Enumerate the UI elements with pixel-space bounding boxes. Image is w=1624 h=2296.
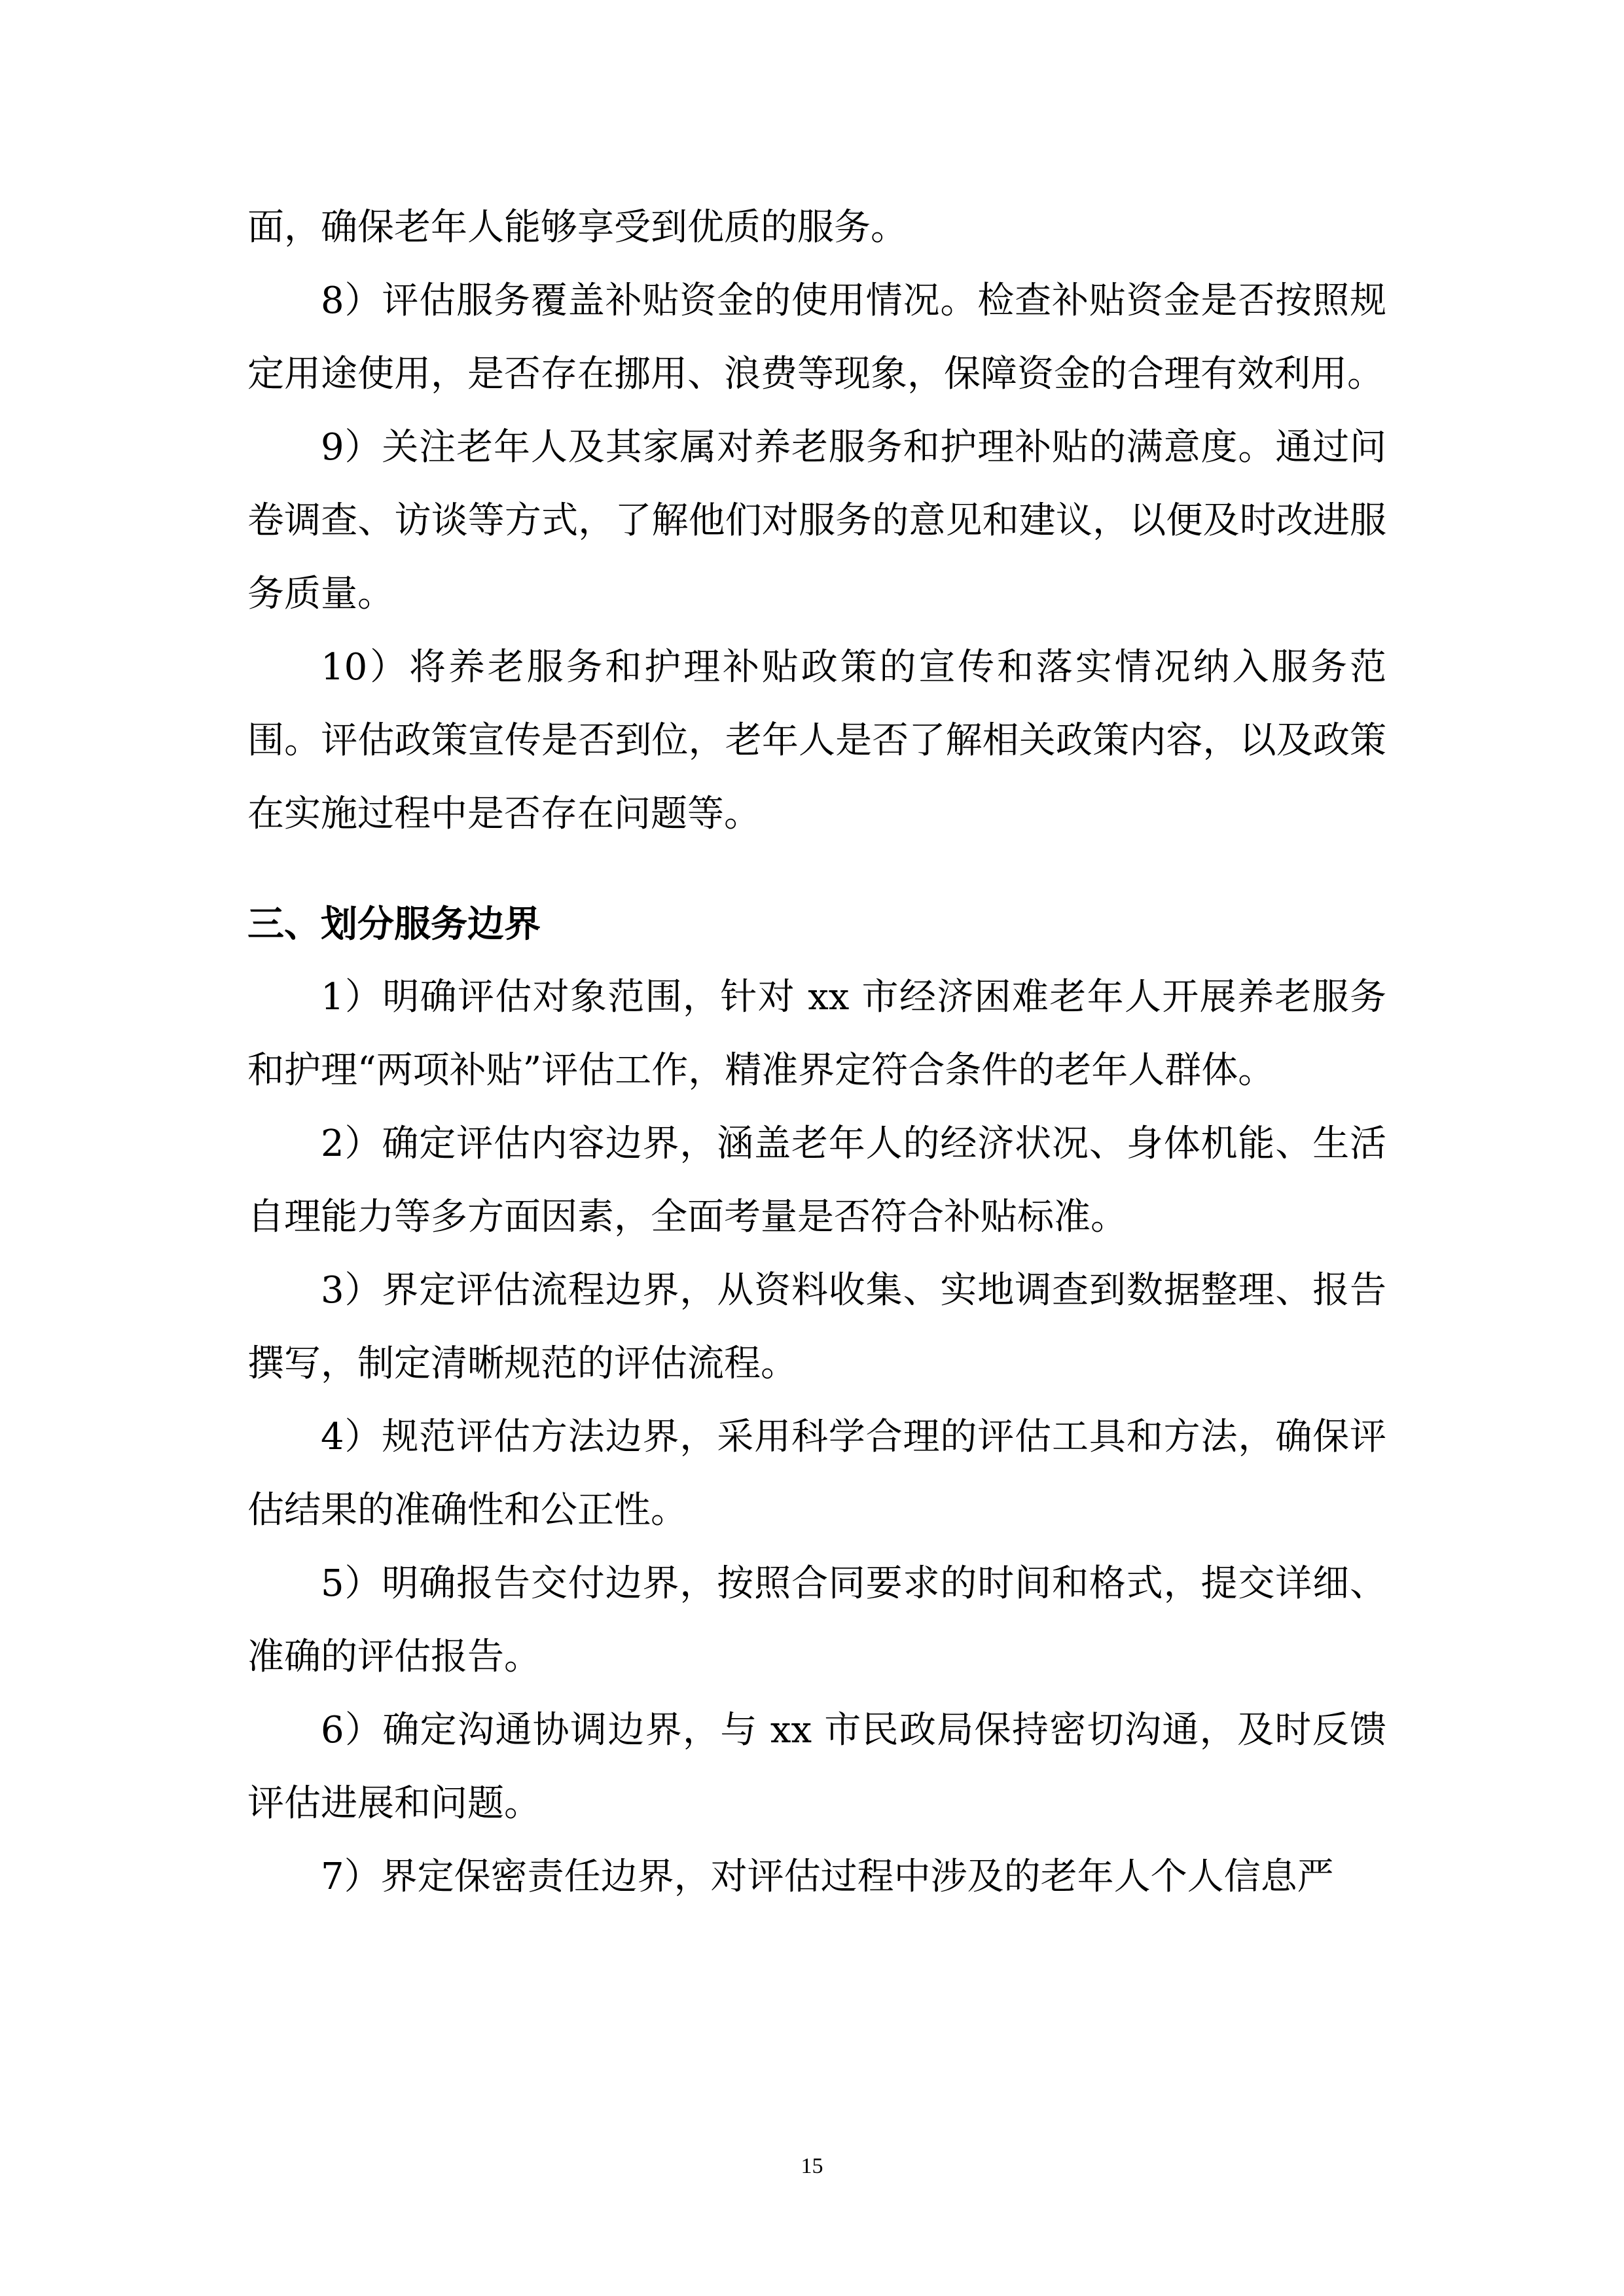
document-body (247, 191, 1386, 1914)
boundary-item-2: 2）确定评估内容边界，涵盖老年人的经济状况、身体机能、生活自理能力等多方面因素，全面考量是否符合补贴标准。 (247, 1122, 1386, 1238)
page-number: 15 (801, 2154, 823, 2178)
boundary-item-4: 4）规范评估方法边界，采用科学合理的评估工具和方法，确保评估结果的准确性和公正性。 (247, 1416, 1386, 1532)
boundary-item-3: 3）界定评估流程边界，从资料收集、实地调查到数据整理、报告撰写，制定清晰规范的评估流程。 (247, 1269, 1386, 1385)
paragraph-item-9: 9）关注老年人及其家属对养老服务和护理补贴的满意度。通过问卷调查、访谈等方式，了解他们对服务的意见和建议，以便及时改进服务质量。 (247, 426, 1386, 615)
paragraph-item-10: 10）将养老服务和护理补贴政策的宣传和落实情况纳入服务范围。评估政策宣传是否到位，老年人是否了解相关政策内容，以及政策在实施过程中是否存在问题等。 (247, 646, 1386, 835)
boundary-item-1: 1）明确评估对象范围，针对 xx 市经济困难老年人开展养老服务和护理“两项补贴”评估工作，精准界定符合条件的老年人群体。 (247, 976, 1386, 1092)
paragraph-continued: 面，确保老年人能够享受到优质的服务。 (247, 206, 907, 249)
paragraph-item-8: 8）评估服务覆盖补贴资金的使用情况。检查补贴资金是否按照规定用途使用，是否存在挪用、浪费等现象，保障资金的合理有效利用。 (247, 279, 1386, 395)
boundary-item-6: 6）确定沟通协调边界，与 xx 市民政局保持密切沟通，及时反馈评估进展和问题。 (247, 1709, 1386, 1825)
section-heading: 三、划分服务边界 (247, 903, 541, 946)
boundary-item-7: 7）界定保密责任边界，对评估过程中涉及的老年人个人信息严 (321, 1856, 1334, 1898)
boundary-item-5: 5）明确报告交付边界，按照合同要求的时间和格式，提交详细、准确的评估报告。 (247, 1562, 1386, 1678)
